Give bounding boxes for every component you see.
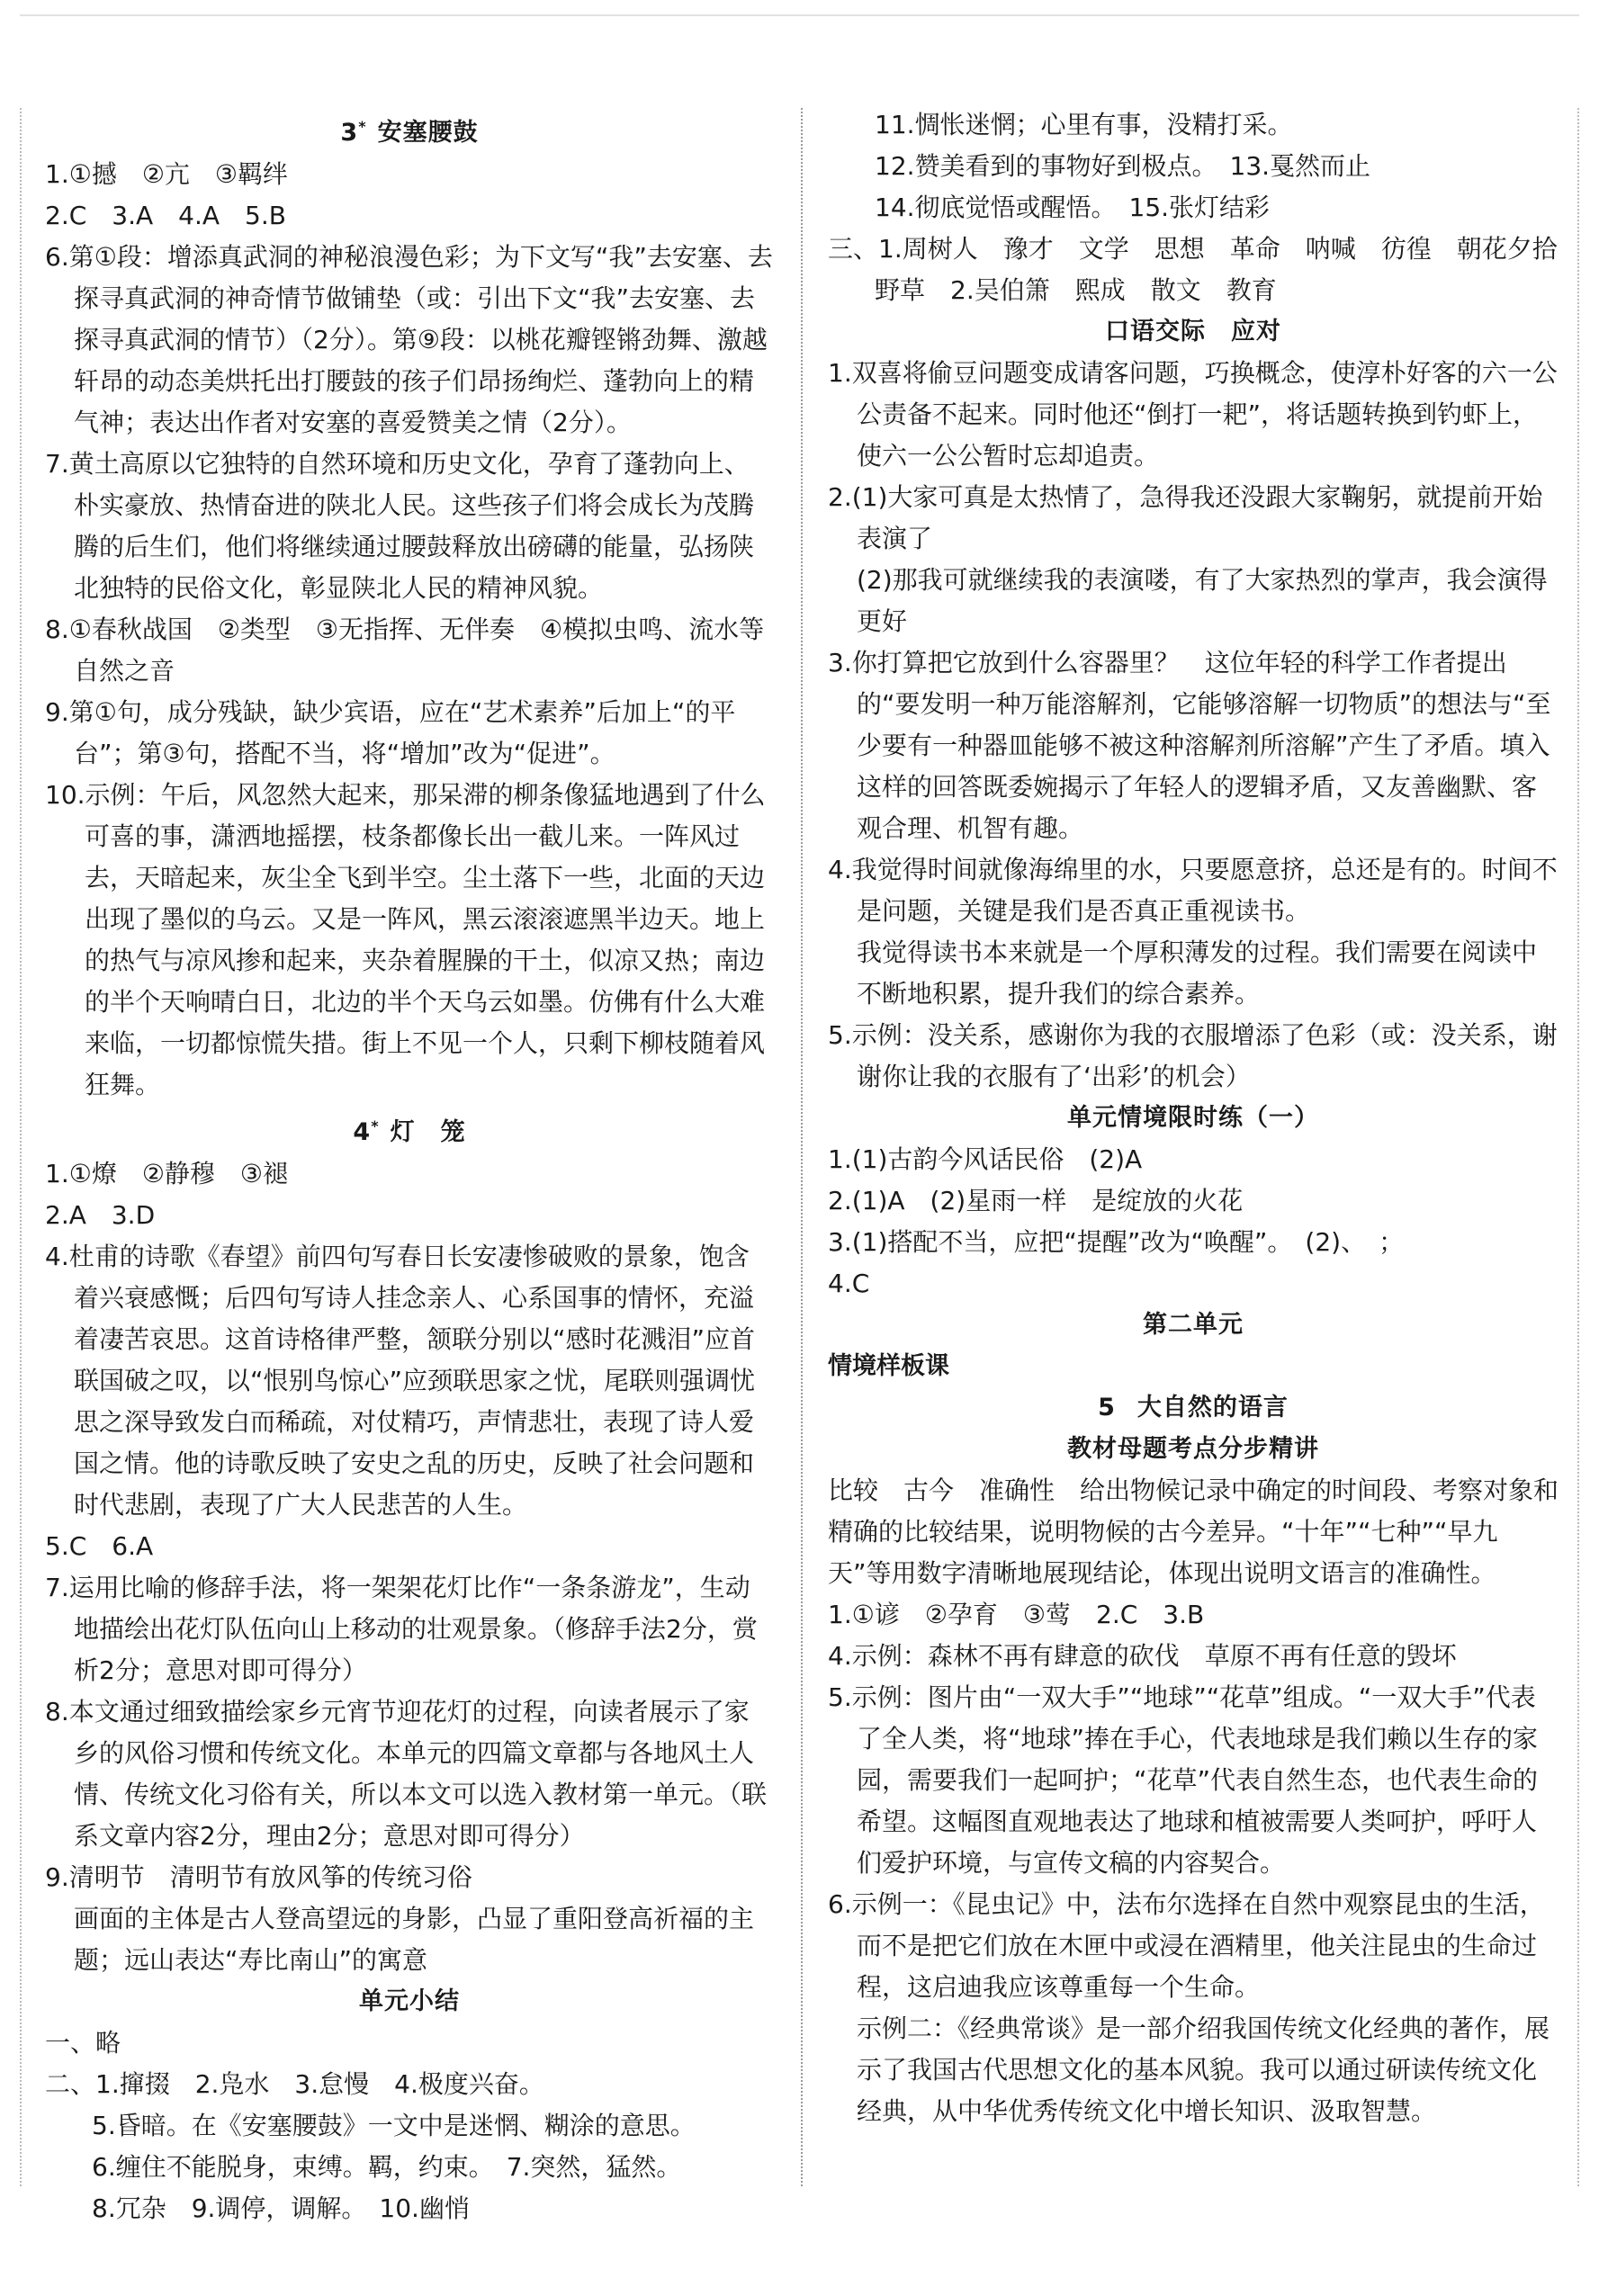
- answer-item: 6.第①段：增添真武洞的神秘浪漫色彩；为下文写“我”去安塞、去探寻真武洞的神奇情节做铺垫（或：引出下文“我”去安塞、去探寻真武洞的情节）（2分）。第⑨段：以桃花瓣铿锵劲舞、激越轩昂的动态美烘托出打腰鼓的孩子们昂扬绚烂、蓬勃向上的精气神；表达出作者对安塞的喜爱赞美之情（2分）。: [45, 242, 773, 437]
- summary-item: 8.冗杂 9.调停，调解。 10.幽悄: [92, 2193, 470, 2223]
- left-margin-rule: [20, 108, 22, 2186]
- summary-item: 14.彻底觉悟或醒悟。 15.张灯结彩: [875, 193, 1271, 222]
- unit-drill-title: 单元情境限时练（一）: [1067, 1104, 1319, 1132]
- answer-item: 6.示例一：《昆虫记》中，法布尔选择在自然中观察昆虫的生活，而不是把它们放在木匣中或浸在酒精里，他关注昆虫的生命过程，这启迪我应该尊重每一个生命。: [828, 1889, 1545, 2002]
- answer-item: 2.A 3.D: [45, 1200, 156, 1230]
- answer-item: 1.双喜将偷豆问题变成请客问题，巧换概念，使淳朴好客的六一公公责备不起来。同时他还“倒打一耙”，将话题转换到钓虾上，使六一公公暂时忘却追责。: [828, 358, 1558, 471]
- summary-item: 11.惆怅迷惘；心里有事，没精打采。: [875, 110, 1293, 139]
- answer-item: 4.杜甫的诗歌《春望》前四句写春日长安凄惨破败的景象，饱含着兴衰感慨；后四句写诗人挂念亲人、心系国事的情怀，充溢着凄苦哀思。这首诗格律严整，颔联分别以“感时花溅泪”应首联国破之叹，以“恨别鸟惊心”应颈联思家之忧，尾联则强调忧思之深导致发白而稀疏，对仗精巧，声情悲壮，表现了诗人爱国之情。他的诗歌反映了安史之乱的历史，反映了社会问题和时代悲剧，表现了广大人民悲苦的人生。: [45, 1242, 756, 1520]
- oral-communication-title: 口语交际 应对: [1105, 318, 1281, 345]
- answer-item: 7.黄土高原以它独特的自然环境和历史文化，孕育了蓬勃向上、朴实豪放、热情奋进的陕北人民。这些孩子们将会成长为茂腾腾的后生们，他们将继续通过腰鼓释放出磅礴的能量，弘扬陕北独特的民俗文化，彰显陕北人民的精神风貌。: [45, 449, 755, 603]
- summary-item: 5.昏暗。在《安塞腰鼓》一文中是迷惘、糊涂的意思。: [92, 2111, 696, 2140]
- answer-item: 5.示例：图片由“一双大手”“地球”“花草”组成。“一双大手”代表了全人类，将“地球”捧在手心，代表地球是我们赖以生存的家园，需要我们一起呵护；“花草”代表自然生态，也代表生命的希望。这幅图直观地表达了地球和植被需要人类呵护，呼吁人们爱护环境，与宣传文稿的内容契合。: [828, 1682, 1539, 1878]
- lesson-type-label: 情境样板课: [828, 1352, 949, 1380]
- lesson-4-title: 4* 灯 笼: [353, 1117, 466, 1146]
- answer-item: 3.你打算把它放到什么容器里？ 这位年轻的科学工作者提出的“要发明一种万能溶解剂，它能够溶解一切物质”的想法与“至少要有一种器皿能够不被这种溶解剂所溶解”产生了矛盾。填入这样的回答既委婉揭示了年轻人的逻辑矛盾，又友善幽默、客观合理、机智有趣。: [828, 648, 1551, 843]
- answer-item: 10.示例：午后，风忽然大起来，那呆滞的柳条像猛地遇到了什么可喜的事，潇洒地摇摆，枝条都像长出一截儿来。一阵风过去，天暗起来，灰尘全飞到半空。尘土落下一些，北面的天边出现了墨似的乌云。又是一阵风，黑云滚滚遮黑半边天。地上的热气与凉风掺和起来，夹杂着腥臊的干土，似凉又热；南边的半个天响晴白日，北边的半个天乌云如墨。仿佛有什么大难来临，一切都惊慌失措。街上不见一个人，只剩下柳枝随着风狂舞。: [45, 780, 766, 1099]
- right-margin-rule: [1577, 108, 1579, 2186]
- answer-item: 9.清明节 清明节有放风筝的传统习俗: [45, 1862, 472, 1892]
- answer-item: 5.C 6.A: [45, 1531, 154, 1561]
- right-column: [828, 106, 1583, 2132]
- lesson-5-intro: 比较 古今 准确性 给出物候记录中确定的时间段、考察对象和精确的比较结果，说明物候的古今差异。“十年”“七种”“早九天”等用数字清晰地展现结论，体现出说明文语言的准确性。: [828, 1475, 1559, 1588]
- answer-continuation: 我觉得读书本来就是一个厚积薄发的过程。我们需要在阅读中不断地积累，提升我们的综合素养。: [857, 937, 1538, 1009]
- answer-item: 4.C: [828, 1269, 870, 1298]
- answer-continuation: 画面的主体是古人登高望远的身影，凸显了重阳登高祈福的主题；远山表达“寿比南山”的寓意: [74, 1904, 755, 1975]
- answer-item: 9.第①句，成分残缺，缺少宾语，应在“艺术素养”后加上“的平台”；第③句，搭配不当，将“增加”改为“促进”。: [45, 697, 736, 768]
- left-column: [45, 106, 774, 2229]
- answer-item: 2.(1)A (2)星雨一样 是绽放的火花: [828, 1186, 1244, 1215]
- summary-item: 12.赞美看到的事物好到极点。 13.戛然而止: [875, 151, 1371, 181]
- lesson-5-title: 5 大自然的语言: [1098, 1394, 1289, 1422]
- answer-item: 1.(1)古韵今风话民俗 (2)A: [828, 1144, 1143, 1174]
- answer-item: 8.本文通过细致描绘家乡元宵节迎花灯的过程，向读者展示了家乡的风俗习惯和传统文化。本单元的四篇文章都与各地风土人情、传统文化习俗有关，所以本文可以选入教材第一单元。（联系文章内容2分，理由2分；意思对即可得分）: [45, 1697, 768, 1851]
- answer-continuation: (2)那我可就继续我的表演喽，有了大家热烈的掌声，我会演得更好: [857, 565, 1548, 636]
- answer-item: 5.示例：没关系，感谢你为我的衣服增添了色彩（或：没关系，谢谢你让我的衣服有了‘出彩’的机会）: [828, 1020, 1558, 1091]
- column-divider: [801, 108, 803, 2186]
- answer-item: 1.①燎 ②静穆 ③褪: [45, 1159, 289, 1188]
- answer-item: 2.C 3.A 4.A 5.B: [45, 201, 286, 230]
- answer-item: 2.(1)大家可真是太热情了，急得我还没跟大家鞠躬，就提前开始表演了: [828, 482, 1543, 553]
- answer-item: 1.①谚 ②孕育 ③莺 2.C 3.B: [828, 1600, 1205, 1629]
- answer-item: 3.(1)搭配不当，应把“提醒”改为“唤醒”。 (2)、 ；: [828, 1227, 1405, 1257]
- summary-item: 三、1.周树人 豫才 文学 思想 革命 呐喊 彷徨 朝花夕拾 野草 2.吴伯箫 熙成 散文 教育: [828, 234, 1583, 305]
- answer-item: 1.①撼 ②亢 ③羁绊: [45, 159, 289, 189]
- answer-item: 8.①春秋战国 ②类型 ③无指挥、无伴奏 ④模拟虫鸣、流水等自然之音: [45, 614, 765, 686]
- lesson-5-subtitle: 教材母题考点分步精讲: [1067, 1435, 1319, 1463]
- summary-item: 6.缠住不能脱身，束缚。羁，约束。 7.突然，猛然。: [92, 2152, 682, 2182]
- summary-item: 一、略: [45, 2028, 121, 2058]
- page-top-rule: [20, 14, 1579, 16]
- answer-item: 4.示例：森林不再有肆意的砍伐 草原不再有任意的毁坏: [828, 1641, 1457, 1671]
- unit-2-title: 第二单元: [1143, 1311, 1244, 1339]
- answer-item: 4.我觉得时间就像海绵里的水，只要愿意挤，总还是有的。时间不是问题，关键是我们是否真正重视读书。: [828, 855, 1558, 926]
- answer-item: 7.运用比喻的修辞手法，将一架架花灯比作“一条条游龙”，生动地描绘出花灯队伍向山上移动的壮观景象。（修辞手法2分，赏析2分；意思对即可得分）: [45, 1573, 758, 1685]
- lesson-3-title: 3* 安塞腰鼓: [340, 118, 479, 147]
- answer-continuation: 示例二：《经典常谈》是一部介绍我国传统文化经典的著作，展示了我国古代思想文化的基本风貌。我可以通过研读传统文化经典，从中华优秀传统文化中增长知识、汲取智慧。: [857, 2013, 1550, 2126]
- summary-item: 二、1.撺掇 2.凫水 3.怠慢 4.极度兴奋。: [45, 2069, 544, 2099]
- unit-summary-title: 单元小结: [359, 1987, 460, 2015]
